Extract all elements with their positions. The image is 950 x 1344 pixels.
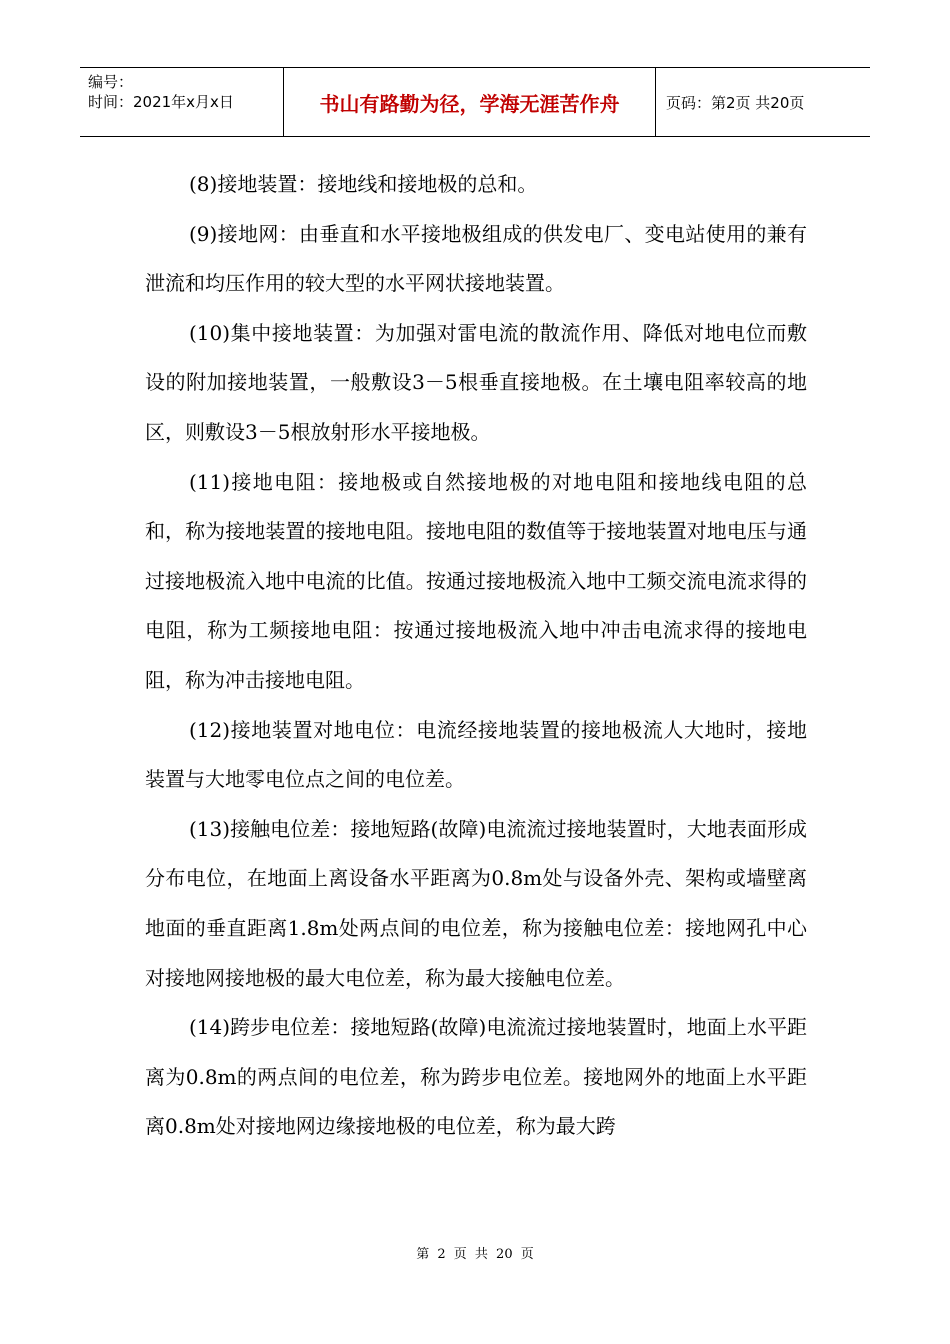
- page-header: [80, 67, 870, 137]
- paragraph-8: (8)接地装置：接地线和接地极的总和。: [189, 172, 538, 196]
- header-motto: 书山有路勤为径，学海无涯苦作舟: [284, 68, 656, 136]
- header-page-info: 页码：第2页 共20页: [666, 93, 805, 112]
- page-footer: 第 2 页 共 20 页: [416, 1247, 534, 1262]
- header-meta-cell: [80, 68, 284, 136]
- document-body: [145, 160, 807, 1152]
- paragraph-13: (13)接触电位差：接地短路(故障)电流流过接地装置时，大地表面形成分布电位，在地面上离设备水平距离为0.8m处与设备外壳、架构或墙壁离地面的垂直距离1.8m处两点间的电位差，称为接触电位差：接地网孔中心对接地网接地极的最大电位差，称为最大接触电位差。: [145, 816, 807, 990]
- paragraph-10: (10)集中接地装置：为加强对雷电流的散流作用、降低对地电位而敷设的附加接地装置，一般敷设3－5根垂直接地极。在土壤电阻率较高的地区，则敷设3－5根放射形水平接地极。: [145, 320, 807, 444]
- paragraph-11: (11)接地电阻：接地极或自然接地极的对地电阻和接地线电阻的总和，称为接地装置的接地电阻。接地电阻的数值等于接地装置对地电压与通过接地极流入地中电流的比值。按通过接地极流入地中工频交流电流求得的电阻，称为工频接地电阻：按通过接地极流入地中冲击电流求得的接地电阻，称为冲击接地电阻。: [145, 469, 807, 692]
- document-number-label: 编号：: [88, 73, 134, 91]
- paragraph-14: (14)跨步电位差：接地短路(故障)电流流过接地装置时，地面上水平距离为0.8m的两点间的电位差，称为跨步电位差。接地网外的地面上水平距离0.8m处对接地网边缘接地极的电位差，称为最大跨: [145, 1015, 807, 1139]
- document-time-label: 时间：2021年x月x日: [88, 93, 234, 111]
- paragraph-9: (9)接地网：由垂直和水平接地极组成的供发电厂、变电站使用的兼有泄流和均压作用的较大型的水平网状接地装置。: [145, 221, 807, 296]
- paragraph-12: (12)接地装置对地电位：电流经接地装置的接地极流人大地时，接地装置与大地零电位点之间的电位差。: [145, 717, 807, 792]
